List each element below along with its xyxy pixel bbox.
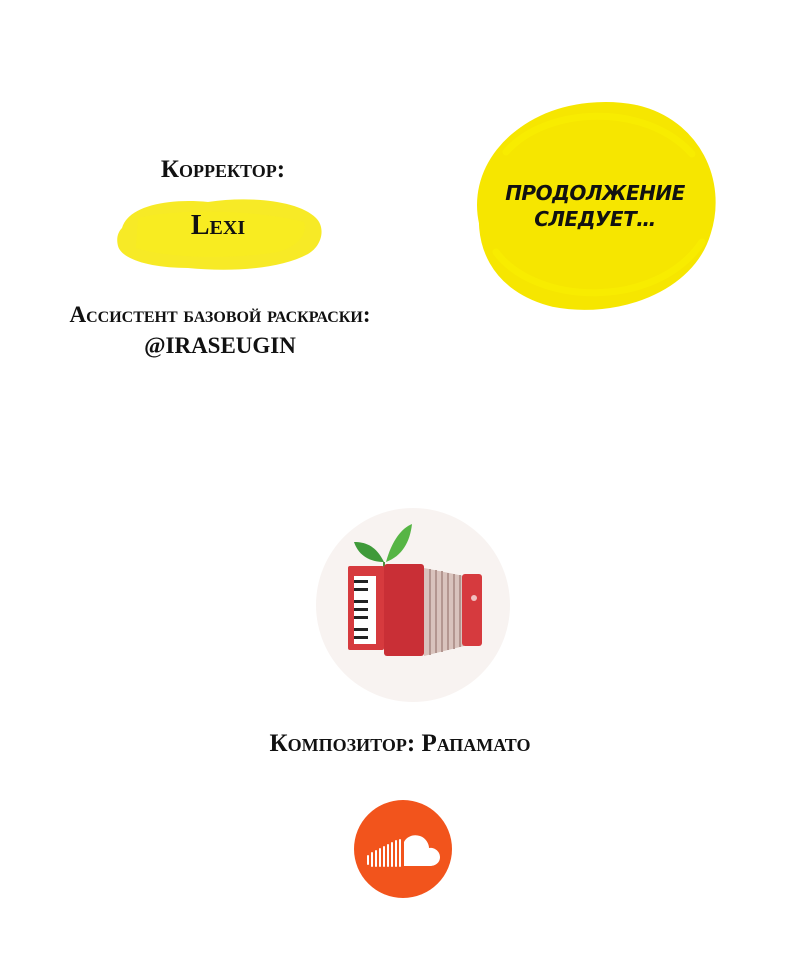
corrector-label: Корректор: [160,156,286,183]
to-be-continued-text [466,180,724,232]
soundcloud-icon[interactable] [354,800,452,898]
accordion-icon [314,506,512,704]
composer-label: Композитор: Рапамато [269,730,531,757]
to-be-continued-line-1: ПРОДОЛЖЕНИЕ [505,181,685,205]
assistant-name: @IRASEUGIN [144,333,296,358]
to-be-continued-line-2: СЛЕДУЕТ… [534,207,656,231]
assistant-label: Ассистент базовой раскраски: [69,302,371,327]
corrector-name: Lexi [190,210,246,241]
